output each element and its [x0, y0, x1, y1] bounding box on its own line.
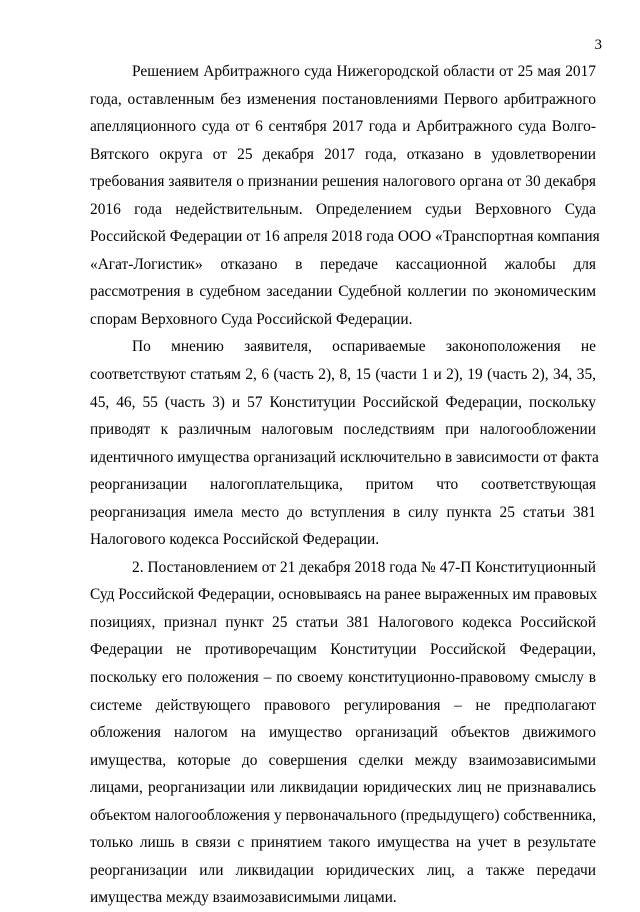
text-line: спорам Верховного Суда Российской Федерации. — [90, 310, 413, 328]
page-number: 3 — [594, 37, 602, 53]
text-line: Российской Федерации от 16 апреля 2018 года ООО «Транспортная компания — [90, 228, 600, 246]
text-line: Решением Арбитражного суда Нижегородской области от 25 мая 2017 — [132, 63, 596, 80]
text-line: 45, 46, 55 (часть 3) и 57 Конституции Российской Федерации, поскольку — [90, 393, 596, 411]
document-body — [90, 58, 600, 912]
text-line: 2016 года недействительным. Определением судьи Верховного Суда — [90, 200, 596, 218]
text-line: Вятского округа от 25 декабря 2017 года, отказано в удовлетворении — [90, 145, 596, 163]
text-line: Федерации не противоречащим Конституции Российской Федерации, — [90, 641, 596, 659]
text-line: реорганизации или ликвидации юридических лиц, а также передачи — [90, 861, 596, 879]
text-line: 2. Постановлением от 21 декабря 2018 года № 47-П Конституционный — [132, 558, 596, 576]
text-line: Налогового кодекса Российской Федерации. — [90, 531, 380, 549]
text-line: имущества между взаимозависимыми лицами. — [90, 889, 397, 907]
text-line: объектом налогообложения у первоначального (предыдущего) собственника, — [90, 806, 596, 824]
text-line: приводят к различным налоговым последствиям при налогообложении — [90, 421, 596, 439]
text-line: имущества, которые до совершения сделки между взаимозависимыми — [90, 751, 596, 769]
text-line: системе действующего правового регулирования – не предполагают — [90, 696, 596, 714]
text-line: требования заявителя о признании решения налогового органа от 30 декабря — [90, 173, 596, 191]
text-line: поскольку его положения – по своему конституционно-правовому смыслу в — [90, 669, 596, 687]
text-line: только лишь в связи с принятием такого имущества на учет в результате — [90, 834, 596, 852]
text-line: обложения налогом на имущество организаций объектов движимого — [90, 724, 596, 742]
text-line: реорганизации налогоплательщика, притом что соответствующая — [90, 476, 596, 494]
text-line: лицами, реорганизации или ликвидации юридических лиц не признавались — [90, 779, 596, 797]
text-line: апелляционного суда от 6 сентября 2017 года и Арбитражного суда Волго- — [90, 118, 596, 136]
text-line: года, оставленным без изменения постановлениями Первого арбитражного — [90, 90, 596, 108]
text-line: рассмотрения в судебном заседании Судебной коллегии по экономическим — [90, 283, 596, 301]
text-line: По мнению заявителя, оспариваемые законоположения не — [132, 338, 596, 356]
text-line: Суд Российской Федерации, основываясь на ранее выраженных им правовых — [90, 586, 598, 604]
text-line: позициях, признал пункт 25 статьи 381 Налогового кодекса Российской — [90, 613, 596, 631]
text-line: идентичного имущества организаций исключительно в зависимости от факта — [90, 448, 599, 466]
text-line: соответствуют статьям 2, 6 (часть 2), 8, 15 (части 1 и 2), 19 (часть 2), 34, 35, — [90, 366, 596, 384]
text-line: реорганизация имела место до вступления в силу пункта 25 статьи 381 — [90, 503, 596, 521]
text-line: «Агат-Логистик» отказано в передаче кассационной жалобы для — [90, 255, 596, 273]
